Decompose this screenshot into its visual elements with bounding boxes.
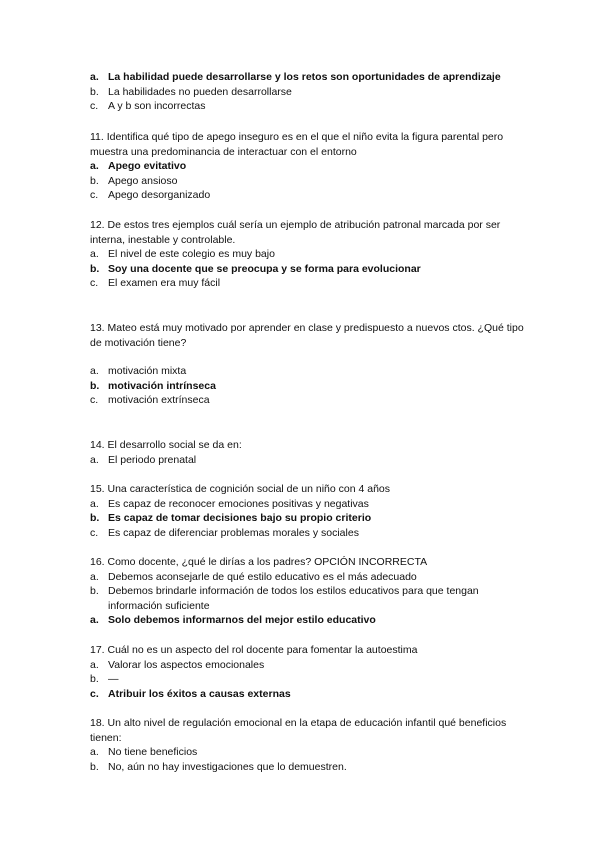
option-text: Soy una docente que se preocupa y se forma para evolucionar bbox=[108, 262, 421, 275]
option-text: — bbox=[108, 673, 119, 685]
option-text: No tiene beneficios bbox=[108, 746, 198, 758]
question-12 bbox=[90, 218, 530, 291]
option-letter: a. bbox=[90, 746, 99, 758]
question-16 bbox=[90, 555, 530, 628]
question-text: 15. Una característica de cognición social de un niño con 4 años bbox=[90, 483, 391, 495]
question-text: 17. Cuál no es un aspecto del rol docente para fomentar la autoestima bbox=[90, 644, 418, 656]
option-letter: c. bbox=[90, 189, 99, 201]
option-text: A y b son incorrectas bbox=[108, 100, 206, 112]
option-text: El periodo prenatal bbox=[108, 453, 197, 466]
option-letter: b. bbox=[90, 585, 99, 597]
option-letter: a. bbox=[90, 365, 99, 377]
question-text: 14. El desarrollo social se da en: bbox=[90, 439, 242, 451]
question-11 bbox=[90, 130, 530, 203]
question-17 bbox=[90, 643, 530, 701]
option-12c bbox=[90, 276, 530, 291]
option-letter: a. bbox=[90, 658, 99, 671]
option-letter: a. bbox=[90, 570, 99, 583]
option-letter: b. bbox=[90, 512, 100, 524]
option-10a bbox=[90, 70, 530, 85]
option-letter: a. bbox=[90, 71, 99, 83]
question-13 bbox=[90, 321, 530, 408]
option-14a bbox=[90, 453, 530, 468]
question-14 bbox=[90, 438, 530, 467]
option-text: Debemos aconsejarle de qué estilo educativo es el más adecuado bbox=[108, 570, 417, 583]
option-text: La habilidad puede desarrollarse y los retos son oportunidades de aprendizaje bbox=[108, 71, 501, 83]
option-16c bbox=[90, 613, 530, 628]
option-text: La habilidades no pueden desarrollarse bbox=[108, 85, 292, 98]
option-12b bbox=[90, 262, 530, 277]
option-text: motivación mixta bbox=[108, 365, 187, 377]
option-text: No, aún no hay investigaciones que lo demuestren. bbox=[108, 760, 347, 773]
option-13a bbox=[90, 364, 530, 379]
option-letter: b. bbox=[90, 174, 99, 187]
option-letter: b. bbox=[90, 379, 100, 392]
option-letter: c. bbox=[90, 687, 99, 700]
option-text: Es capaz de diferenciar problemas morales y sociales bbox=[108, 526, 359, 539]
option-text: Solo debemos informarnos del mejor estilo educativo bbox=[108, 614, 376, 626]
option-12a bbox=[90, 247, 530, 262]
option-15b bbox=[90, 511, 530, 526]
option-letter: a. bbox=[90, 248, 99, 260]
option-letter: a. bbox=[90, 160, 99, 172]
option-text: Valorar los aspectos emocionales bbox=[108, 658, 265, 671]
option-text: El examen era muy fácil bbox=[108, 277, 221, 289]
option-15a bbox=[90, 497, 530, 512]
option-letter: a. bbox=[90, 614, 99, 626]
option-11b bbox=[90, 174, 530, 189]
option-text: motivación intrínseca bbox=[108, 379, 216, 392]
option-letter: c. bbox=[90, 100, 99, 112]
option-10b bbox=[90, 85, 530, 100]
option-letter: a. bbox=[90, 453, 99, 466]
question-text: 11. Identifica qué tipo de apego inseguro es en el que el niño evita la figura parental pero muestra una predominancia de interactuar con el entorno bbox=[90, 131, 504, 158]
question-18 bbox=[90, 716, 530, 774]
option-11c bbox=[90, 188, 530, 203]
option-text: Apego ansioso bbox=[108, 174, 178, 187]
option-letter: b. bbox=[90, 673, 99, 685]
option-13b bbox=[90, 379, 530, 394]
option-17a bbox=[90, 658, 530, 673]
option-text: Debemos brindarle información de todos los estilos educativos para que tengan información suficiente bbox=[108, 585, 479, 612]
option-18b bbox=[90, 760, 530, 775]
option-text: Apego desorganizado bbox=[108, 189, 211, 201]
option-letter: a. bbox=[90, 497, 99, 510]
option-text: motivación extrínseca bbox=[108, 394, 210, 406]
option-15c bbox=[90, 526, 530, 541]
question-15 bbox=[90, 482, 530, 540]
option-text: Es capaz de tomar decisiones bajo su propio criterio bbox=[108, 512, 372, 524]
option-text: Es capaz de reconocer emociones positivas y negativas bbox=[108, 497, 369, 510]
question-text: 16. Como docente, ¿qué le dirías a los padres? OPCIÓN INCORRECTA bbox=[90, 556, 428, 568]
option-letter: c. bbox=[90, 526, 99, 539]
option-11a bbox=[90, 159, 530, 174]
option-16a bbox=[90, 570, 530, 585]
question-10 bbox=[90, 70, 530, 114]
option-text: Apego evitativo bbox=[108, 160, 187, 172]
option-letter: b. bbox=[90, 262, 100, 275]
option-17c bbox=[90, 687, 530, 702]
option-text: Atribuir los éxitos a causas externas bbox=[108, 687, 291, 700]
option-13c bbox=[90, 393, 530, 408]
option-10c bbox=[90, 99, 530, 114]
option-letter: b. bbox=[90, 85, 99, 98]
option-letter: c. bbox=[90, 394, 99, 406]
option-letter: c. bbox=[90, 277, 99, 289]
option-18a bbox=[90, 745, 530, 760]
question-text: 18. Un alto nivel de regulación emocional en la etapa de educación infantil qué beneficios tienen: bbox=[90, 717, 507, 744]
option-letter: b. bbox=[90, 760, 99, 773]
question-text: 12. De estos tres ejemplos cuál sería un ejemplo de atribución patronal marcada por ser interna, inestable y controlable. bbox=[90, 219, 501, 246]
option-17b bbox=[90, 672, 530, 687]
spacer bbox=[90, 350, 530, 364]
option-text: El nivel de este colegio es muy bajo bbox=[108, 248, 275, 260]
option-16b bbox=[90, 584, 530, 613]
question-text: 13. Mateo está muy motivado por aprender en clase y predispuesto a nuevos ctos. ¿Qué tipo de motivación tiene? bbox=[90, 322, 524, 349]
